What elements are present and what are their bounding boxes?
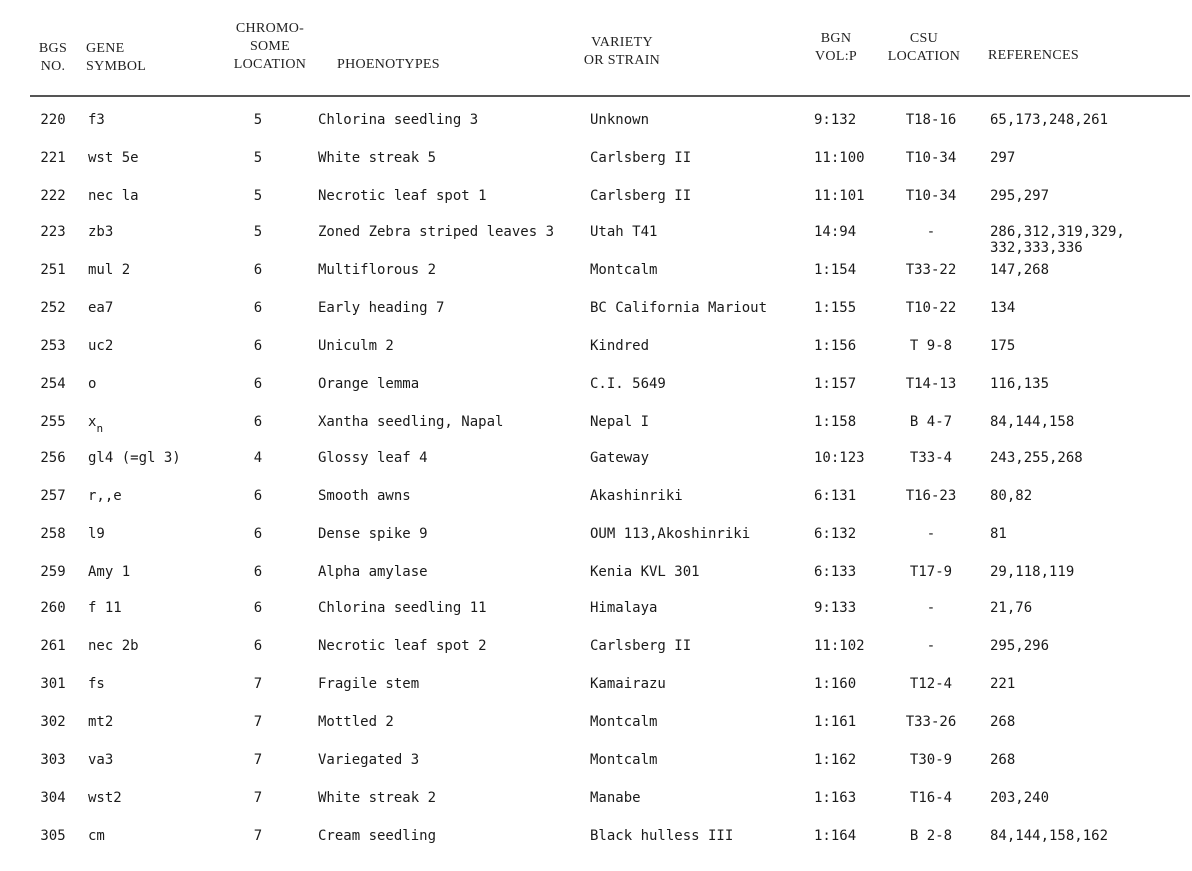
csu-location: T16-4 xyxy=(909,790,953,806)
references: 268 xyxy=(990,714,1016,730)
gene-symbol: ea7 xyxy=(88,300,114,316)
references: 29,118,119 xyxy=(990,564,1075,580)
phenotype: White streak 5 xyxy=(318,150,437,166)
bgs-number: 252 xyxy=(40,300,66,316)
chromosome-location: 6 xyxy=(253,564,263,580)
bgs-number: 221 xyxy=(40,150,66,166)
bgs-number: 253 xyxy=(40,338,66,354)
header-phenotypes: PHOENOTYPES xyxy=(337,57,440,72)
variety-strain: Gateway xyxy=(590,450,650,466)
chromosome-location: 5 xyxy=(253,150,263,166)
references: 286,312,319,329, 332,333,336 xyxy=(990,224,1125,256)
variety-strain: Manabe xyxy=(590,790,641,806)
csu-location: - xyxy=(926,526,936,542)
phenotype: Uniculm 2 xyxy=(318,338,394,354)
header-gene-symbol: GENE SYMBOL xyxy=(86,41,147,74)
header-variety-strain: VARIETY OR STRAIN xyxy=(583,35,661,68)
csu-location: T33-4 xyxy=(909,450,953,466)
bgn-vol-p: 6:133 xyxy=(814,564,857,580)
variety-strain: Montcalm xyxy=(590,752,658,768)
phenotype: Fragile stem xyxy=(318,676,420,692)
chromosome-location: 6 xyxy=(253,600,263,616)
phenotype: Xantha seedling, Napal xyxy=(318,414,504,430)
phenotype: Necrotic leaf spot 2 xyxy=(318,638,487,654)
bgn-vol-p: 11:101 xyxy=(814,188,865,204)
csu-location: T10-34 xyxy=(905,150,957,166)
csu-location: - xyxy=(926,224,936,240)
bgn-vol-p: 14:94 xyxy=(814,224,857,240)
table-row xyxy=(0,262,1192,300)
csu-location: - xyxy=(926,600,936,616)
phenotype: Mottled 2 xyxy=(318,714,394,730)
gene-symbol: mul 2 xyxy=(88,262,131,278)
phenotype: Alpha amylase xyxy=(318,564,428,580)
gene-symbol: va3 xyxy=(88,752,114,768)
chromosome-location: 7 xyxy=(253,714,263,730)
variety-strain: Unknown xyxy=(590,112,650,128)
references: 116,135 xyxy=(990,376,1050,392)
csu-location: T10-22 xyxy=(905,300,957,316)
table-row xyxy=(0,338,1192,376)
chromosome-location: 6 xyxy=(253,488,263,504)
table-row xyxy=(0,150,1192,188)
variety-strain: Montcalm xyxy=(590,262,658,278)
gene-symbol: wst2 xyxy=(88,790,122,806)
phenotype: Chlorina seedling 3 xyxy=(318,112,479,128)
csu-location: T33-26 xyxy=(905,714,957,730)
bgs-number: 303 xyxy=(40,752,66,768)
phenotype: Necrotic leaf spot 1 xyxy=(318,188,487,204)
gene-symbol: mt2 xyxy=(88,714,114,730)
chromosome-location: 6 xyxy=(253,526,263,542)
bgn-vol-p: 6:131 xyxy=(814,488,857,504)
gene-symbol: fs xyxy=(88,676,105,692)
bgs-number: 254 xyxy=(40,376,66,392)
csu-location: T12-4 xyxy=(909,676,953,692)
gene-symbol: cm xyxy=(88,828,105,844)
chromosome-location: 5 xyxy=(253,224,263,240)
gene-symbol: gl4 (=gl 3) xyxy=(88,450,181,466)
bgn-vol-p: 1:157 xyxy=(814,376,857,392)
bgn-vol-p: 9:132 xyxy=(814,112,857,128)
bgn-vol-p: 1:161 xyxy=(814,714,857,730)
table-row xyxy=(0,526,1192,564)
chromosome-location: 7 xyxy=(253,752,263,768)
bgs-number: 251 xyxy=(40,262,66,278)
gene-symbol: l9 xyxy=(88,526,105,542)
table-row xyxy=(0,676,1192,714)
phenotype: Glossy leaf 4 xyxy=(318,450,428,466)
phenotype: Early heading 7 xyxy=(318,300,445,316)
gene-symbol: nec 2b xyxy=(88,638,139,654)
references: 268 xyxy=(990,752,1016,768)
gene-symbol: zb3 xyxy=(88,224,114,240)
gene-symbol: r,,e xyxy=(88,488,122,504)
header-divider xyxy=(30,95,1190,97)
bgs-number: 304 xyxy=(40,790,66,806)
bgs-number: 261 xyxy=(40,638,66,654)
phenotype: Chlorina seedling 11 xyxy=(318,600,487,616)
csu-location: T14-13 xyxy=(905,376,957,392)
phenotype: Dense spike 9 xyxy=(318,526,428,542)
variety-strain: Kindred xyxy=(590,338,650,354)
csu-location: T18-16 xyxy=(905,112,957,128)
gene-symbol: nec la xyxy=(88,188,139,204)
header-bgn-vol-p: BGN VOL:P xyxy=(815,31,857,64)
table-row xyxy=(0,188,1192,226)
csu-location: T16-23 xyxy=(905,488,957,504)
references: 84,144,158 xyxy=(990,414,1075,430)
table-row xyxy=(0,376,1192,414)
references: 81 xyxy=(990,526,1007,542)
bgs-number: 260 xyxy=(40,600,66,616)
chromosome-location: 6 xyxy=(253,262,263,278)
chromosome-location: 6 xyxy=(253,338,263,354)
table-row xyxy=(0,600,1192,638)
variety-strain: Kamairazu xyxy=(590,676,666,692)
variety-strain: Montcalm xyxy=(590,714,658,730)
bgs-number: 258 xyxy=(40,526,66,542)
table-row xyxy=(0,714,1192,752)
csu-location: B 2-8 xyxy=(909,828,953,844)
chromosome-location: 5 xyxy=(253,188,263,204)
table-row xyxy=(0,450,1192,488)
references: 295,296 xyxy=(990,638,1050,654)
csu-location: T33-22 xyxy=(905,262,957,278)
phenotype: Zoned Zebra striped leaves 3 xyxy=(318,224,555,240)
variety-strain: Carlsberg II xyxy=(590,150,692,166)
bgn-vol-p: 1:155 xyxy=(814,300,857,316)
bgs-number: 223 xyxy=(40,224,66,240)
chromosome-location: 4 xyxy=(253,450,263,466)
gene-symbol xyxy=(88,414,104,435)
bgn-vol-p: 1:162 xyxy=(814,752,857,768)
csu-location: T10-34 xyxy=(905,188,957,204)
gene-symbol: Amy 1 xyxy=(88,564,131,580)
gene-symbol: o xyxy=(88,376,97,392)
table-row xyxy=(0,224,1192,262)
header-bgs-no: BGS NO. xyxy=(38,41,68,74)
table-row xyxy=(0,488,1192,526)
csu-location: - xyxy=(926,638,936,654)
bgn-vol-p: 1:160 xyxy=(814,676,857,692)
header-references: REFERENCES xyxy=(988,48,1079,63)
table-row xyxy=(0,112,1192,150)
references: 134 xyxy=(990,300,1016,316)
bgs-number: 220 xyxy=(40,112,66,128)
chromosome-location: 6 xyxy=(253,300,263,316)
bgn-vol-p: 9:133 xyxy=(814,600,857,616)
table-row xyxy=(0,828,1192,866)
bgs-number: 305 xyxy=(40,828,66,844)
variety-strain: Kenia KVL 301 xyxy=(590,564,700,580)
phenotype: Smooth awns xyxy=(318,488,411,504)
variety-strain: Carlsberg II xyxy=(590,638,692,654)
bgn-vol-p: 1:154 xyxy=(814,262,857,278)
csu-location: T30-9 xyxy=(909,752,953,768)
bgs-number: 302 xyxy=(40,714,66,730)
csu-location: T 9-8 xyxy=(909,338,953,354)
gene-symbol: uc2 xyxy=(88,338,114,354)
variety-strain: Nepal I xyxy=(590,414,650,430)
bgn-vol-p: 1:156 xyxy=(814,338,857,354)
variety-strain: BC California Mariout xyxy=(590,300,768,316)
references: 221 xyxy=(990,676,1016,692)
bgn-vol-p: 1:158 xyxy=(814,414,857,430)
variety-strain: OUM 113,Akoshinriki xyxy=(590,526,751,542)
gene-symbol: f 11 xyxy=(88,600,122,616)
bgn-vol-p: 11:102 xyxy=(814,638,865,654)
references: 21,76 xyxy=(990,600,1033,616)
table-row xyxy=(0,564,1192,602)
variety-strain: Akashinriki xyxy=(590,488,683,504)
references: 203,240 xyxy=(990,790,1050,806)
references: 243,255,268 xyxy=(990,450,1083,466)
phenotype: Variegated 3 xyxy=(318,752,420,768)
bgn-vol-p: 11:100 xyxy=(814,150,865,166)
bgn-vol-p: 6:132 xyxy=(814,526,857,542)
chromosome-location: 7 xyxy=(253,828,263,844)
phenotype: Cream seedling xyxy=(318,828,437,844)
references: 84,144,158,162 xyxy=(990,828,1109,844)
gene-symbol-base: x xyxy=(88,414,97,430)
references: 297 xyxy=(990,150,1016,166)
bgn-vol-p: 1:163 xyxy=(814,790,857,806)
csu-location: B 4-7 xyxy=(909,414,953,430)
bgs-number: 301 xyxy=(40,676,66,692)
phenotype: White streak 2 xyxy=(318,790,437,806)
phenotype: Orange lemma xyxy=(318,376,420,392)
phenotype: Multiflorous 2 xyxy=(318,262,437,278)
variety-strain: Carlsberg II xyxy=(590,188,692,204)
variety-strain: Himalaya xyxy=(590,600,658,616)
variety-strain: Black hulless III xyxy=(590,828,734,844)
gene-symbol: f3 xyxy=(88,112,105,128)
table-row xyxy=(0,790,1192,828)
bgs-number: 256 xyxy=(40,450,66,466)
chromosome-location: 7 xyxy=(253,790,263,806)
gene-symbol-subscript: n xyxy=(96,422,104,435)
variety-strain: C.I. 5649 xyxy=(590,376,666,392)
header-chromosome-location: CHROMO- SOME LOCATION xyxy=(233,21,307,72)
bgs-number: 259 xyxy=(40,564,66,580)
bgs-number: 255 xyxy=(40,414,66,430)
table-row xyxy=(0,752,1192,790)
references: 65,173,248,261 xyxy=(990,112,1109,128)
bgn-vol-p: 1:164 xyxy=(814,828,857,844)
bgn-vol-p: 10:123 xyxy=(814,450,865,466)
references: 80,82 xyxy=(990,488,1033,504)
chromosome-location: 6 xyxy=(253,376,263,392)
references: 295,297 xyxy=(990,188,1050,204)
chromosome-location: 6 xyxy=(253,638,263,654)
table-row xyxy=(0,638,1192,676)
references: 147,268 xyxy=(990,262,1050,278)
header-csu-location: CSU LOCATION xyxy=(887,31,961,64)
gene-symbol: wst 5e xyxy=(88,150,139,166)
chromosome-location: 7 xyxy=(253,676,263,692)
table-row xyxy=(0,414,1192,452)
csu-location: T17-9 xyxy=(909,564,953,580)
bgs-number: 257 xyxy=(40,488,66,504)
table-row xyxy=(0,300,1192,338)
variety-strain: Utah T41 xyxy=(590,224,658,240)
chromosome-location: 6 xyxy=(253,414,263,430)
references: 175 xyxy=(990,338,1016,354)
chromosome-location: 5 xyxy=(253,112,263,128)
bgs-number: 222 xyxy=(40,188,66,204)
